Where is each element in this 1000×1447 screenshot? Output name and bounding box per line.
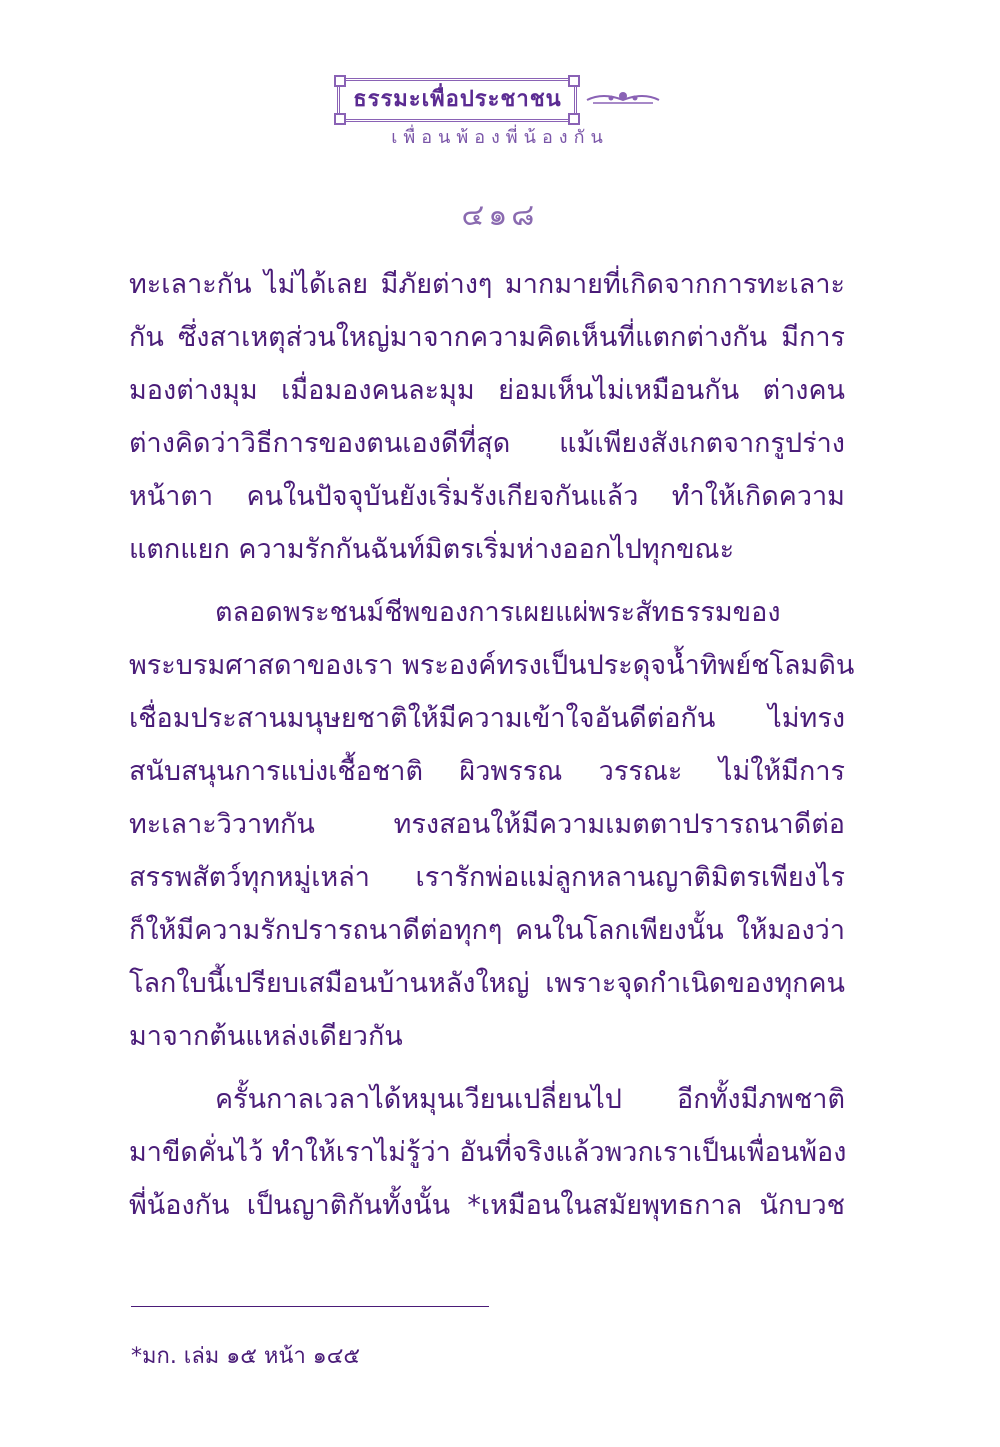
footnote-divider (131, 1306, 489, 1307)
text-line: แตกแยก ความรักกันฉันท์มิตรเริ่มห่างออกไปทุกขณะ (129, 534, 735, 565)
text-line: ทะเลาะกัน ไม่ได้เลย มีภัยต่างๆ มากมายที่เกิดจากการทะเลาะ (129, 269, 845, 300)
text-line: สนับสนุนการแบ่งเชื้อชาติ ผิวพรรณ วรรณะ ไม่ให้มีการ (129, 756, 845, 787)
logo-corner-ornament (568, 113, 580, 125)
text-line: พระบรมศาสดาของเรา พระองค์ทรงเป็นประดุจน้ำทิพย์ชโลมดิน (129, 650, 855, 681)
text-line: มองต่างมุม เมื่อมองคนละมุม ย่อมเห็นไม่เหมือนกัน ต่างคน (129, 375, 845, 406)
text-line: สรรพสัตว์ทุกหมู่เหล่า เรารักพ่อแม่ลูกหลานญาติมิตรเพียงไร (129, 862, 845, 893)
text-line: ต่างคิดว่าวิธีการของตนเองดีที่สุด แม้เพียงสังเกตจากรูปร่าง (129, 428, 845, 459)
paragraph (129, 258, 845, 576)
text-line: ทะเลาะวิวาทกัน ทรงสอนให้มีความเมตตาปรารถนาดีต่อ (129, 809, 845, 840)
footnote: *มก. เล่ม ๑๕ หน้า ๑๔๕ (131, 1344, 361, 1369)
page-header (0, 78, 1000, 151)
text-line: มาจากต้นแหล่งเดียวกัน (129, 1021, 403, 1052)
logo-text: ธรรมะเพื่อประชาชน (353, 87, 562, 112)
body-text (129, 258, 855, 1232)
text-line: มาขีดคั่นไว้ ทำให้เราไม่รู้ว่า อันที่จริงแล้วพวกเราเป็นเพื่อนพ้อง (129, 1137, 847, 1168)
logo-corner-ornament (334, 113, 346, 125)
text-line: โลกใบนี้เปรียบเสมือนบ้านหลังใหญ่ เพราะจุดกำเนิดของทุกคน (129, 968, 845, 999)
text-line: พี่น้องกัน เป็นญาติกันทั้งนั้น *เหมือนในสมัยพุทธกาล นักบวช (129, 1190, 845, 1221)
logo-corner-ornament (334, 75, 346, 87)
paragraph (129, 1073, 845, 1232)
text-line: เชื่อมประสานมนุษยชาติให้มีความเข้าใจอันดีต่อกัน ไม่ทรง (129, 703, 845, 734)
text-line: ครั้นกาลเวลาได้หมุนเวียนเปลี่ยนไป อีกทั้งมีภพชาติ (215, 1084, 845, 1115)
text-line: หน้าตา คนในปัจจุบันยังเริ่มรังเกียจกันแล้ว ทำให้เกิดความ (129, 481, 845, 512)
text-line: กัน ซึ่งสาเหตุส่วนใหญ่มาจากความคิดเห็นที่แตกต่างกัน มีการ (129, 322, 845, 353)
page-number: ๔๑๘ (461, 198, 539, 233)
text-line: ตลอดพระชนม์ชีพของการเผยแผ่พระสัทธรรมของ (215, 597, 781, 628)
text-line: ก็ให้มีความรักปรารถนาดีต่อทุกๆ คนในโลกเพียงนั้น ให้มองว่า (129, 915, 845, 946)
floral-ornament-icon (583, 88, 663, 106)
header-subtitle: เพื่อนพ้องพี่น้องกัน (391, 127, 609, 148)
paragraph (129, 586, 855, 1063)
series-logo (337, 78, 577, 122)
logo-corner-ornament (568, 75, 580, 87)
